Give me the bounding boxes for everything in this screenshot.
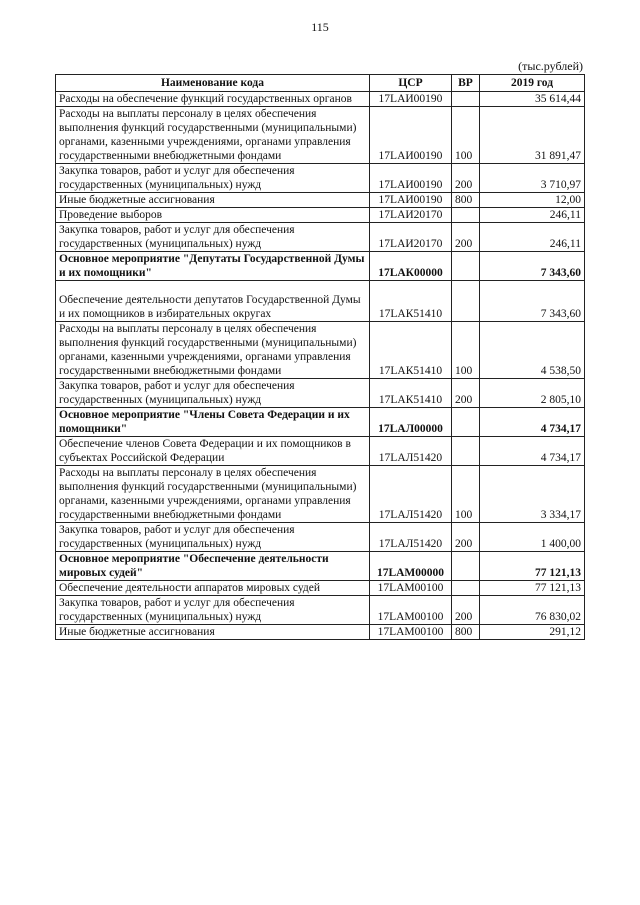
row-vr: 200 — [452, 223, 480, 252]
row-amount: 77 121,13 — [480, 552, 585, 581]
table-header-row — [56, 75, 585, 92]
row-name: Основное мероприятие "Члены Совета Федерации и их помощники" — [56, 408, 370, 437]
row-name: Обеспечение деятельности депутатов Государственной Думы и их помощников в избирательных округах — [56, 281, 370, 322]
row-name: Иные бюджетные ассигнования — [56, 625, 370, 640]
row-name: Иные бюджетные ассигнования — [56, 193, 370, 208]
row-vr — [452, 208, 480, 223]
row-name: Основное мероприятие "Депутаты Государственной Думы и их помощники" — [56, 252, 370, 281]
table-row-section — [56, 552, 585, 581]
row-name: Расходы на обеспечение функций государственных органов — [56, 92, 370, 107]
row-amount: 4 734,17 — [480, 408, 585, 437]
row-amount: 246,11 — [480, 223, 585, 252]
header-name: Наименование кода — [56, 75, 370, 92]
table-row-section — [56, 408, 585, 437]
table-row — [56, 281, 585, 322]
row-vr: 100 — [452, 466, 480, 523]
row-amount: 7 343,60 — [480, 281, 585, 322]
row-vr: 100 — [452, 107, 480, 164]
row-csr: 17LAИ00190 — [370, 92, 452, 107]
table-row — [56, 193, 585, 208]
row-vr: 200 — [452, 523, 480, 552]
row-csr: 17LAЛ51420 — [370, 437, 452, 466]
table-row — [56, 92, 585, 107]
row-amount: 76 830,02 — [480, 596, 585, 625]
row-vr: 200 — [452, 596, 480, 625]
row-csr: 17LAM00100 — [370, 596, 452, 625]
table-body — [56, 92, 585, 640]
table-row — [56, 107, 585, 164]
row-amount: 291,12 — [480, 625, 585, 640]
row-csr: 17LAЛ51420 — [370, 523, 452, 552]
table-row — [56, 466, 585, 523]
row-vr — [452, 92, 480, 107]
table-row — [56, 625, 585, 640]
row-name: Закупка товаров, работ и услуг для обеспечения государственных (муниципальных) нужд — [56, 596, 370, 625]
row-csr: 17LAЛ00000 — [370, 408, 452, 437]
row-amount: 31 891,47 — [480, 107, 585, 164]
table-row — [56, 164, 585, 193]
row-amount: 246,11 — [480, 208, 585, 223]
header-csr: ЦСР — [370, 75, 452, 92]
row-csr: 17LAM00100 — [370, 625, 452, 640]
row-vr: 200 — [452, 379, 480, 408]
row-amount: 35 614,44 — [480, 92, 585, 107]
table-row — [56, 581, 585, 596]
row-name: Закупка товаров, работ и услуг для обеспечения государственных (муниципальных) нужд — [56, 223, 370, 252]
table-row — [56, 596, 585, 625]
row-csr: 17LAM00100 — [370, 581, 452, 596]
row-vr — [452, 581, 480, 596]
row-csr: 17LAК51410 — [370, 322, 452, 379]
row-name: Закупка товаров, работ и услуг для обеспечения государственных (муниципальных) нужд — [56, 523, 370, 552]
row-vr: 800 — [452, 625, 480, 640]
row-name: Расходы на выплаты персоналу в целях обеспечения выполнения функций государственными (муниципальными) органами, казенными учреждениями, органами управления государственными внебюджетными фондами — [56, 107, 370, 164]
row-vr — [452, 552, 480, 581]
row-amount: 3 710,97 — [480, 164, 585, 193]
row-csr: 17LAК51410 — [370, 281, 452, 322]
row-name: Проведение выборов — [56, 208, 370, 223]
row-name: Закупка товаров, работ и услуг для обеспечения государственных (муниципальных) нужд — [56, 164, 370, 193]
header-vr: ВР — [452, 75, 480, 92]
units-label: (тыс.рублей) — [518, 59, 583, 73]
row-name: Обеспечение членов Совета Федерации и их помощников в субъектах Российской Федерации — [56, 437, 370, 466]
row-vr — [452, 437, 480, 466]
row-csr: 17LAM00000 — [370, 552, 452, 581]
row-name: Расходы на выплаты персоналу в целях обеспечения выполнения функций государственными (муниципальными) органами, казенными учреждениями, органами управления государственными внебюджетными фондами — [56, 466, 370, 523]
row-vr — [452, 408, 480, 437]
row-amount: 7 343,60 — [480, 252, 585, 281]
table-row — [56, 208, 585, 223]
row-name: Обеспечение деятельности аппаратов мировых судей — [56, 581, 370, 596]
row-amount: 2 805,10 — [480, 379, 585, 408]
row-amount: 4 734,17 — [480, 437, 585, 466]
row-amount: 1 400,00 — [480, 523, 585, 552]
row-vr: 100 — [452, 322, 480, 379]
row-vr: 800 — [452, 193, 480, 208]
page-number: 115 — [311, 20, 329, 34]
table-row-section — [56, 252, 585, 281]
row-vr — [452, 281, 480, 322]
row-name: Закупка товаров, работ и услуг для обеспечения государственных (муниципальных) нужд — [56, 379, 370, 408]
row-csr: 17LAК51410 — [370, 379, 452, 408]
row-name: Основное мероприятие "Обеспечение деятельности мировых судей" — [56, 552, 370, 581]
budget-table — [55, 74, 585, 640]
header-year: 2019 год — [480, 75, 585, 92]
row-csr: 17LAИ00190 — [370, 164, 452, 193]
row-name: Расходы на выплаты персоналу в целях обеспечения выполнения функций государственными (муниципальными) органами, казенными учреждениями, органами управления государственными внебюджетными фондами — [56, 322, 370, 379]
row-csr: 17LAИ00190 — [370, 107, 452, 164]
table-row — [56, 523, 585, 552]
row-csr: 17LAИ20170 — [370, 223, 452, 252]
row-csr: 17LAИ20170 — [370, 208, 452, 223]
row-csr: 17LAИ00190 — [370, 193, 452, 208]
table-row — [56, 223, 585, 252]
row-amount: 12,00 — [480, 193, 585, 208]
table-row — [56, 379, 585, 408]
row-csr: 17LAЛ51420 — [370, 466, 452, 523]
row-amount: 3 334,17 — [480, 466, 585, 523]
row-vr: 200 — [452, 164, 480, 193]
row-amount: 4 538,50 — [480, 322, 585, 379]
row-amount: 77 121,13 — [480, 581, 585, 596]
table-row — [56, 322, 585, 379]
row-vr — [452, 252, 480, 281]
row-csr: 17LAК00000 — [370, 252, 452, 281]
table-row — [56, 437, 585, 466]
